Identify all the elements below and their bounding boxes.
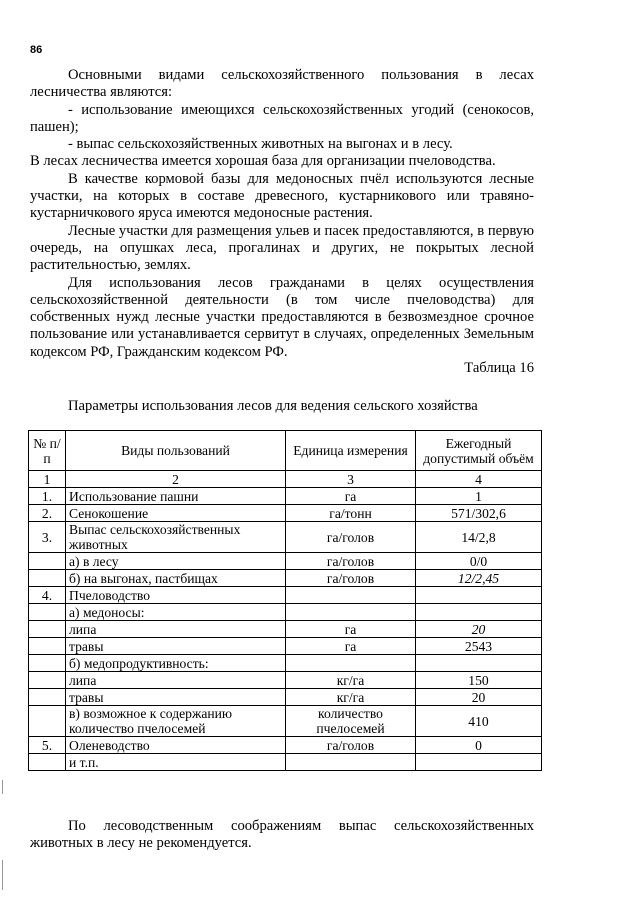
row-value: 571/302,6 — [416, 505, 542, 522]
row-unit: количество пчелосемей — [286, 706, 416, 737]
row-value — [416, 604, 542, 621]
row-unit: га — [286, 621, 416, 638]
row-number — [29, 604, 66, 621]
row-value: 12/2,45 — [416, 570, 542, 587]
row-unit: га — [286, 638, 416, 655]
column-number: 4 — [416, 471, 542, 488]
row-type: и т.п. — [66, 754, 286, 771]
column-number: 3 — [286, 471, 416, 488]
row-value: 0/0 — [416, 553, 542, 570]
row-value: 20 — [416, 689, 542, 706]
table-row — [29, 604, 542, 621]
row-value: 14/2,8 — [416, 522, 542, 553]
row-unit: га/тонн — [286, 505, 416, 522]
table-row — [29, 488, 542, 505]
paragraph: Лесные участки для размещения ульев и пасек предоставляются, в первую очередь, на опушках леса, прогалинах и других, не покрытых лесной растительностью, землях. — [30, 222, 534, 274]
row-number: 5. — [29, 737, 66, 754]
row-unit — [286, 655, 416, 672]
row-value: 150 — [416, 672, 542, 689]
row-number — [29, 689, 66, 706]
row-number: 3. — [29, 522, 66, 553]
table-row — [29, 553, 542, 570]
row-number — [29, 672, 66, 689]
table-row — [29, 706, 542, 737]
row-value: 2543 — [416, 638, 542, 655]
row-unit: кг/га — [286, 672, 416, 689]
paragraph: Для использования лесов гражданами в целях осуществления сельскохозяйственной деятельности (в том числе пчеловодства) для собственных нужд лесные участки предоставляются в безвозмездное срочное пользование или устанавливается сервитут в случаях, определенных Земельным кодексом РФ, Гражданским кодексом РФ. — [30, 274, 534, 360]
row-unit: га/голов — [286, 737, 416, 754]
row-unit — [286, 604, 416, 621]
row-type: б) на выгонах, пастбищах — [66, 570, 286, 587]
row-number — [29, 638, 66, 655]
row-type: липа — [66, 621, 286, 638]
row-value: 0 — [416, 737, 542, 754]
table-header-row — [29, 431, 542, 471]
row-type: в) возможное к содержанию количество пчелосемей — [66, 706, 286, 737]
row-type: липа — [66, 672, 286, 689]
row-unit: га/голов — [286, 553, 416, 570]
row-type: Сенокошение — [66, 505, 286, 522]
header-cell-type: Виды пользований — [66, 431, 286, 471]
scan-edge-mark — [2, 780, 3, 794]
row-number — [29, 570, 66, 587]
row-unit — [286, 587, 416, 604]
row-unit — [286, 754, 416, 771]
row-unit: га/голов — [286, 570, 416, 587]
row-number — [29, 655, 66, 672]
parameters-table — [28, 430, 542, 771]
table-row — [29, 638, 542, 655]
paragraph: В лесах лесничества имеется хорошая база для организации пчеловодства. — [30, 153, 496, 170]
page-number: 86 — [30, 44, 43, 56]
table-row — [29, 689, 542, 706]
row-value — [416, 655, 542, 672]
row-type: травы — [66, 689, 286, 706]
column-number: 2 — [66, 471, 286, 488]
row-value — [416, 754, 542, 771]
row-number — [29, 754, 66, 771]
row-number: 4. — [29, 587, 66, 604]
row-value — [416, 587, 542, 604]
column-number-row — [29, 471, 542, 488]
row-type: Использование пашни — [66, 488, 286, 505]
table-row — [29, 672, 542, 689]
row-type: Пчеловодство — [66, 587, 286, 604]
table-row — [29, 655, 542, 672]
row-type: а) в лесу — [66, 553, 286, 570]
paragraph: Основными видами сельскохозяйственного пользования в лесах лесничества являются: — [30, 67, 534, 101]
body-text — [30, 67, 534, 361]
table-row — [29, 754, 542, 771]
row-number: 1. — [29, 488, 66, 505]
row-value: 20 — [416, 621, 542, 638]
row-unit: га — [286, 488, 416, 505]
row-unit: кг/га — [286, 689, 416, 706]
row-type: Выпас сельскохозяйственных животных — [66, 522, 286, 553]
row-type: а) медоносы: — [66, 604, 286, 621]
table-row — [29, 505, 542, 522]
row-number: 2. — [29, 505, 66, 522]
row-number — [29, 706, 66, 737]
row-value: 410 — [416, 706, 542, 737]
table-row — [29, 621, 542, 638]
header-cell-unit: Единица измерения — [286, 431, 416, 471]
table-label: Таблица 16 — [464, 360, 534, 376]
row-type: травы — [66, 638, 286, 655]
row-number — [29, 553, 66, 570]
row-number — [29, 621, 66, 638]
closing-paragraph: По лесоводственным соображениям выпас сельскохозяйственных животных в лесу не рекомендуется. — [30, 818, 534, 852]
paragraph: - выпас сельскохозяйственных животных на выгонах и в лесу. — [68, 136, 453, 153]
header-cell-number: № п/п — [29, 431, 66, 471]
paragraph: - использование имеющихся сельскохозяйственных угодий (сенокосов, пашен); — [30, 101, 534, 135]
header-cell-volume: Ежегодный допустимый объём — [416, 431, 542, 471]
table-title: Параметры использования лесов для ведения сельского хозяйства — [68, 398, 478, 414]
row-type: Оленеводство — [66, 737, 286, 754]
table-row — [29, 737, 542, 754]
scan-edge-mark — [2, 860, 3, 890]
closing-text — [30, 818, 534, 853]
row-type: б) медопродуктивность: — [66, 655, 286, 672]
table-row — [29, 522, 542, 553]
row-unit: га/голов — [286, 522, 416, 553]
table-row — [29, 570, 542, 587]
paragraph: В качестве кормовой базы для медоносных пчёл используются лесные участки, на которых в составе древесного, кустарникового или травяно-кустарничкового яруса имеются медоносные растения. — [30, 170, 534, 222]
column-number: 1 — [29, 471, 66, 488]
row-value: 1 — [416, 488, 542, 505]
table-row — [29, 587, 542, 604]
